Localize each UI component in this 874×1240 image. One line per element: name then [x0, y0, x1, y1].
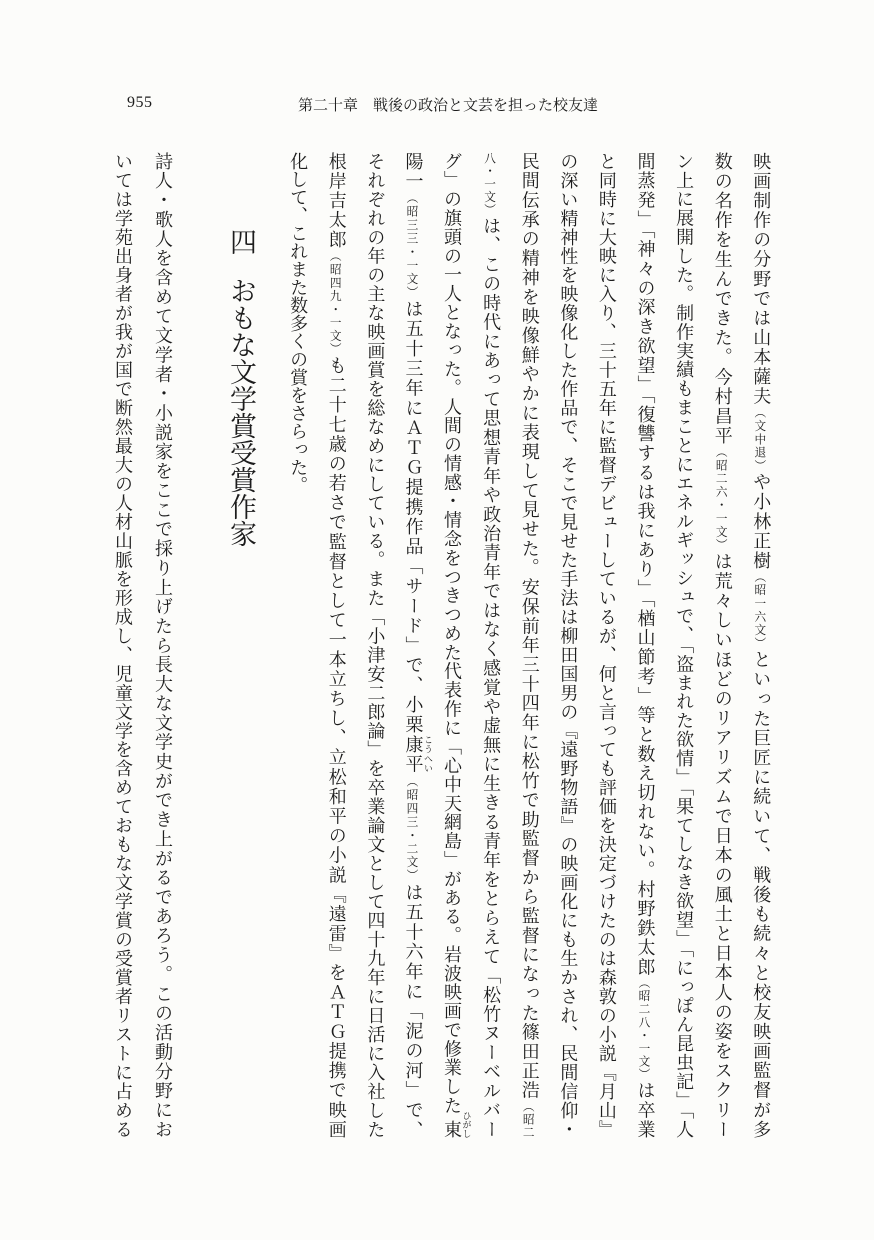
ruby-annotation — [402, 734, 432, 775]
text-line: の深い精神性を映像化した作品で、そこで見せた手法は柳田国男の『遠野物語』の映画化にも生かされ、民間信仰・ — [557, 152, 579, 1138]
text-column — [548, 152, 587, 1138]
text-line: と同時に大映に入り、三十五年に監督デビューしているが、何と言っても評価を決定づけたのは森敦の小説『月山』 — [595, 152, 617, 1139]
text-column — [278, 152, 317, 1138]
ruby-annotation — [441, 1111, 471, 1138]
text-column — [316, 152, 355, 1138]
text-column — [664, 152, 703, 1138]
annotation-note: （昭四九・一文） — [328, 249, 343, 357]
running-title: 第二十章 戦後の政治と文芸を担った校友達 — [298, 96, 599, 114]
ruby-base: 東 — [441, 1111, 463, 1138]
text-line: グ」の旗頭の一人となった。人間の情感・情念をつきつめた代表作に「心中天網島」がある。岩波映画で修業した — [441, 152, 463, 1115]
annotation-note: （文中退） — [753, 406, 768, 473]
text-line: 間蒸発」「神々の深き欲望」「復讐するは我にあり」「楢山節考」等と数え切れない。村野鉄太郎（昭二八・一文）は卒業 — [634, 152, 656, 1139]
text-column — [741, 152, 780, 1138]
section-heading — [218, 228, 262, 568]
text-line: いては学苑出身者が我が国で断然最大の人材山脈を形成し、児童文学を含めておもな文学賞の受賞者リストに占める — [112, 152, 133, 1138]
text-line: ン上に展開した。制作実績もまことにエネルギッシュで、「盗まれた欲情」「果てしなき欲望」「にっぽん昆虫記」「人 — [673, 152, 695, 1138]
annotation-note: （昭三三・一文） — [405, 191, 420, 300]
ruby-reading: ひがし — [460, 1111, 471, 1138]
annotation-note: （昭二八・一文） — [637, 976, 652, 1082]
text-line: 詩人・歌人を含めて文学者・小説家をここで採り上げたら長大な文学史ができ上がるであろう。この活動分野にお — [152, 152, 173, 1138]
text-column — [625, 152, 664, 1138]
page-number: 955 — [127, 94, 153, 111]
text-column — [471, 152, 510, 1138]
body-paragraph-film — [278, 152, 780, 1138]
text-column — [142, 152, 182, 1138]
annotation-note: （昭四三・二文） — [405, 774, 420, 883]
body-paragraph-literature — [102, 152, 182, 1138]
ruby-base: 康平 — [402, 734, 424, 775]
section-title: おもな文学賞受賞作家 — [225, 277, 256, 547]
text-line: 民間伝承の精神を映像鮮やかに表現して見せた。安保前年三十四年に松竹で助監督から監督になった篠田正浩（昭二 — [518, 152, 540, 1139]
text-line: 映画制作の分野では山本薩夫（文中退）や小林正樹（昭一六文）といった巨匠に続いて、戦後も続々と校友映画監督が多 — [750, 152, 772, 1139]
ruby-reading: こうへい — [421, 734, 432, 773]
text-line: 八・一文）は、この時代にあって思想青年や政治青年ではなく感覚や虚無に生きる青年をとらえて「松竹ヌーベルバー — [480, 152, 502, 1139]
annotation-note: 八・一文） — [483, 152, 498, 217]
annotation-note: （昭一六文） — [753, 570, 768, 651]
text-column — [355, 152, 394, 1138]
text-line: 根岸吉太郎（昭四九・一文）も二十七歳の若さで監督として一本立ちし、立松和平の小説『遠雷』をＡＴＧ提携で映画 — [325, 152, 347, 1139]
text-column — [432, 152, 471, 1138]
text-column — [393, 152, 432, 1138]
text-column — [509, 152, 548, 1138]
text-column — [102, 152, 142, 1138]
text-column — [586, 152, 625, 1138]
text-column — [702, 152, 741, 1138]
text-line: 数の名作を生んできた。今村昌平（昭二六・一文）は荒々しいほどのリアリズムで日本の風土と日本人の姿をスクリー — [711, 152, 733, 1139]
text-line: それぞれの年の主な映画賞を総なめにしている。また「小津安二郎論」を卒業論文として四十九年に日活に入社した — [364, 152, 386, 1138]
annotation-note: （昭二六・一文） — [714, 445, 729, 553]
text-line: （昭四三・二文）は五十六年に「泥の河」で、 — [402, 774, 424, 1139]
annotation-note: （昭二 — [521, 1100, 536, 1139]
text-line: 陽一（昭三三・一文）は五十三年にＡＴＧ提携作品「サード」で、小栗 — [402, 152, 424, 735]
section-number: 四 — [225, 228, 256, 255]
text-line: 化して、これまた数多くの賞をさらった。 — [287, 152, 309, 494]
